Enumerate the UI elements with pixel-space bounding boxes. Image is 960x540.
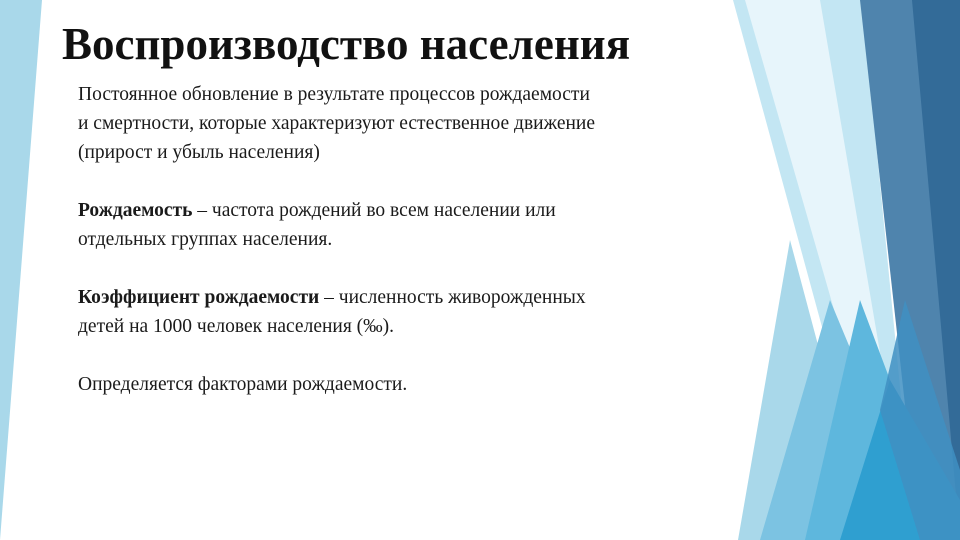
factors-line: Определяется факторами рождаемости. — [78, 374, 408, 395]
coefficient-term: Коэффициент рождаемости — [78, 287, 320, 308]
spacer — [78, 167, 738, 196]
definition-line: и смертности, которые характеризуют естественное движение — [78, 113, 595, 134]
birth-rate-term: Рождаемость — [78, 200, 193, 221]
spacer — [78, 254, 738, 283]
left-stripe — [0, 0, 42, 540]
birth-rate-definition: – частота рождений во всем населении или — [192, 200, 556, 221]
spacer — [78, 341, 738, 370]
birth-rate-paragraph — [78, 196, 738, 225]
coefficient-definition: – численность живорожденных — [319, 287, 586, 308]
definition-line: Постоянное обновление в результате процессов рождаемости — [78, 84, 590, 105]
slide-body — [78, 80, 738, 399]
coefficient-paragraph — [78, 283, 738, 312]
coefficient-continuation: детей на 1000 человек населения (‰). — [78, 316, 395, 337]
birth-rate-continuation: отдельных группах населения. — [78, 229, 333, 250]
definition-line: (прирост и убыль населения) — [78, 142, 320, 163]
page-title: Воспроизводство населения — [62, 19, 631, 69]
